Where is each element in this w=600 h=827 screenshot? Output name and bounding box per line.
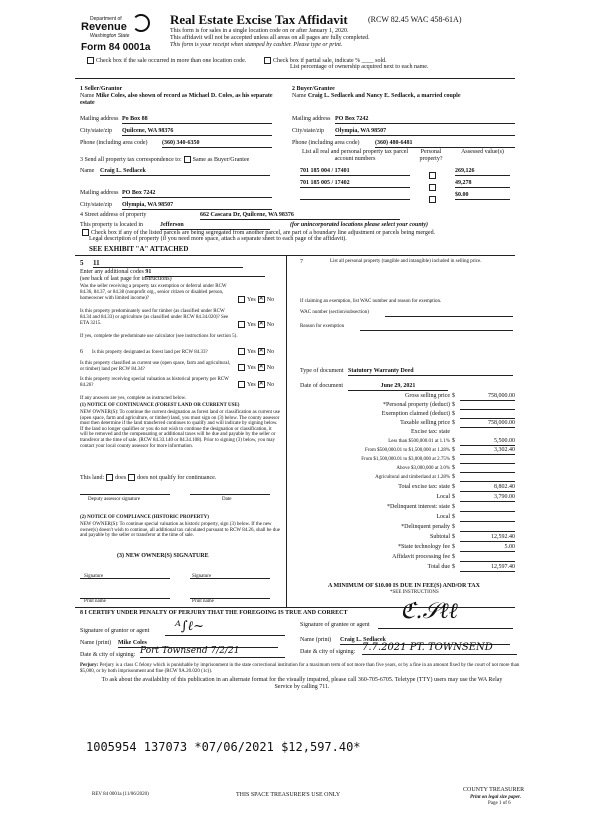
grantee-date-label: Date & city of signing: (300, 649, 356, 655)
new-owner-signature-2: Signature (192, 574, 212, 579)
see-instructions-note: *SEE INSTRUCTIONS (390, 590, 439, 595)
buyer-phone: (360) 480-6481 (375, 140, 515, 148)
revenue-logo-icon (132, 14, 150, 32)
assessed-value: $0.00 (455, 192, 510, 200)
tax-row-value (460, 554, 515, 562)
perjury-statement: Perjury: Perjury is a class C felony which is punishable by imprisonment in the state correctional institution for a maximum term of not more than five years, or by a fine in an amount fixed by the court of not more than $5,000, or by both imprisonment and fine (RCW 9A.20.020 (1c)). (80, 663, 520, 674)
tax-row-value: 758,000.00 (460, 420, 515, 428)
calculator-note: If yes, complete the predominate use calculator (see instructions for section 5). (80, 334, 238, 339)
dept-name: Revenue (81, 21, 127, 33)
historic-question: Is this property receiving special valuation as historical property per RCW 84.26? (80, 377, 229, 388)
wac-label: WAC number (section/subsection) (300, 310, 369, 315)
form-number: Form 84 0001a (81, 42, 151, 53)
tax-row-label: Less than $500,000.01 at 1.1% (388, 439, 450, 444)
parcel-number: 701 185 004 / 17401 (300, 168, 410, 176)
grantee-name: Craig L. Sedlacek (340, 637, 510, 645)
new-owner-signature-title: (3) NEW OWNER(S) SIGNATURE (117, 553, 209, 559)
tax-row-value (460, 504, 515, 512)
assessed-value-header: Assessed value(s) (461, 149, 504, 155)
seller-phone-label: Phone (including area code) (80, 140, 148, 146)
grantee-signature-label: Signature of grantee or agent (300, 622, 370, 628)
doc-date: June 29, 2021 (348, 383, 448, 391)
county-treasurer-label: COUNTY TREASURER (463, 787, 525, 793)
certify-statement: 8 I CERTIFY UNDER PENALTY OF PERJURY THAT THE FOREGOING IS TRUE AND CORRECT (80, 610, 348, 616)
see-back-note: (see back of last page for instructions) (80, 276, 172, 282)
tax-row-label: *Delinquent interest: state (387, 504, 450, 510)
legal-size-note: Print on legal size paper. (470, 795, 521, 800)
timber-answer[interactable]: Yes✕ No (236, 321, 274, 329)
tax-row-label: *Delinquent penalty (401, 524, 450, 530)
parcel-number (300, 192, 410, 200)
correspondence-name-label: Name (80, 168, 95, 174)
tax-row-value: 3,790.00 (460, 494, 515, 502)
street-address: 662 Cascara Dr, Quilcene, WA 98376 (200, 212, 400, 220)
form-title: Real Estate Excise Tax Affidavit (170, 12, 348, 27)
buyer-phone-label: Phone (including area code) (292, 140, 360, 146)
personal-property-text: List all personal property (tangible and intangible) included in selling price. (330, 259, 482, 264)
multi-location-check[interactable]: Check box if the sale occurred in more than one location code. (85, 57, 246, 65)
exemption-answer[interactable]: Yes✕ No (236, 296, 274, 304)
new-owner-print-1: Print name (84, 599, 106, 604)
assessed-value: 49,278 (455, 180, 510, 188)
grantee-date-city: 7.7.2021 PT. TOWNSEND (362, 642, 517, 655)
section5-number: 5 (80, 259, 84, 267)
multi-location-checkbox[interactable] (87, 57, 94, 64)
correspondence-city: Olympia, WA 98507 (122, 202, 272, 210)
page-number: Page 1 of 6 (488, 801, 511, 806)
seller-city: Quilcene, WA 98376 (122, 128, 272, 136)
grantor-signature-label: Signature of grantor or agent (80, 628, 150, 634)
county-select[interactable]: Jefferson (160, 222, 270, 230)
correspondence-heading: 3 Send all property tax correspondence to: Same as Buyer/Grantee (80, 156, 250, 163)
buyer-name: Name Craig L. Sedlacek and Nancy E. Sedlacek, a married couple (292, 93, 461, 99)
current-use-question: Is this property classified as current use (open space, farm and agricultural, or timber) land per RCW 84.34? (80, 361, 231, 372)
tax-row-value (460, 465, 515, 473)
historic-answer[interactable]: Yes✕ No (236, 381, 274, 389)
tax-row-label: Subtotal (429, 534, 450, 540)
header-note-3: This form is your receipt when stamped by cashier. Please type or print. (170, 42, 343, 48)
deputy-signature-label: Deputy assessor signature (88, 497, 140, 502)
partial-note: List percentage of ownership acquired next to each name. (290, 64, 429, 70)
dept-of: Department of (90, 16, 122, 22)
additional-codes: Enter any additional codes 91 (80, 269, 265, 277)
grantor-name: Mike Coles (118, 640, 278, 648)
tax-row-label: Taxable selling price (400, 420, 450, 426)
doc-type-label: Type of document (300, 368, 344, 374)
tax-row-value: 3,302.40 (460, 447, 515, 455)
forest-land-question: Is this property designated as forest land per RCW 84.33? (92, 350, 208, 355)
tax-row-label: Agricultural and timberland at 1.28% (375, 475, 450, 480)
tax-row-value: 12,592.40 (460, 534, 515, 542)
grantee-signature[interactable]: ℭ.𝒮ℓℓ (400, 599, 458, 624)
partial-sale-check[interactable]: Check box if partial sale, indicate % ____ sold. (262, 57, 387, 65)
unincorporated-note: (for unincorporated locations please select your county) (290, 222, 428, 228)
personal-property-checkbox[interactable] (427, 190, 438, 208)
buyer-city-label: City/state/zip (292, 128, 324, 134)
assessed-value: 269,126 (455, 168, 510, 176)
any-yes-note: If any answers are yes, complete as instructed below. (80, 396, 187, 401)
header-note-2: This affidavit will not be accepted unless all areas on all pages are fully completed. (170, 35, 370, 41)
tax-row-value: 12,597.40 (460, 564, 515, 572)
treasurer-use-note: THIS SPACE TREASURER'S USE ONLY (236, 792, 341, 798)
notice-compliance-body: NEW OWNER(S): To continue special valuation as historic property, sign (3) below. If the new owner(s) doesn't wish to continue, all additional tax calculated pursuant to RCW 84.26, shall be due and payable by the seller or transferor at the time of sale. (80, 522, 280, 539)
parcels-col-header: List all real and personal property tax parcel account numbers (301, 149, 409, 162)
tax-row-value (460, 524, 515, 532)
form-revision: REV 84 0001a (11/06/2020) (92, 792, 149, 797)
tax-row-label: Above $3,000,000 at 3.0% (396, 466, 450, 471)
tax-row-value (460, 456, 515, 464)
deputy-date-label: Date (222, 497, 232, 502)
partial-sale-checkbox[interactable] (264, 57, 271, 64)
segregated-check[interactable]: Check box if any of the listed parcels are being segregated from another parcel, are part of a boundary line adjustment or parcels being merged. (80, 229, 435, 237)
correspondence-mailing: PO Box 7242 (122, 190, 272, 198)
land-use-code: 11 (93, 259, 243, 268)
tax-row-label: Gross selling price (405, 393, 450, 399)
doc-date-label: Date of document (300, 383, 343, 389)
new-owner-signature-1: Signature (84, 574, 104, 579)
tax-row-value: 5,500.00 (460, 438, 515, 446)
seller-city-label: City/state/zip (80, 128, 112, 134)
treasurer-stamp: 1005954 137073 *07/06/2021 $12,597.40* (86, 740, 361, 754)
dept-state: Washington State (90, 33, 130, 39)
section6-number: 6 (80, 349, 83, 355)
buyer-city: Olympia, WA 98507 (335, 128, 515, 136)
located-label: This property is located in (80, 222, 143, 228)
personal-property-header: Personal property? (419, 149, 443, 162)
tax-row-label: Total excise tax: state (398, 484, 450, 490)
forest-land-answer[interactable]: Yes✕ No (236, 348, 274, 356)
doc-type: Statutory Warranty Deed (348, 368, 513, 376)
same-as-buyer-checkbox[interactable] (184, 156, 191, 163)
notice-compliance-title: (2) NOTICE OF COMPLIANCE (HISTORIC PROPERTY) (80, 515, 209, 520)
exemption-reason-label: Reason for exemption (300, 324, 345, 329)
seller-mailing: Po Box 88 (122, 116, 272, 124)
grantor-date-city: Port Townsend 7/2/21 (140, 646, 285, 658)
correspondence-name: Craig L. Sedlacek (100, 168, 270, 176)
minimum-fee-note: A MINIMUM OF $10.00 IS DUE IN FEE(S) AND/OR TAX (328, 583, 480, 589)
buyer-mailing: PO Box 7242 (335, 116, 515, 124)
tax-row-label: Total due (427, 564, 450, 570)
seller-name: Name Mike Coles, also shown of record as Michael D. Coles, as his separate estate (80, 93, 273, 106)
tax-row-label: *Personal property (deduct) (383, 402, 450, 408)
tax-row-label: *State technology fee (398, 544, 450, 550)
street-label: 4 Street address of property (80, 212, 147, 218)
current-use-answer[interactable]: Yes✕ No (236, 364, 274, 372)
grantor-date-label: Date & city of signing: (80, 652, 136, 658)
tax-row-value (460, 402, 515, 410)
seller-heading: 1 Seller/Grantor (80, 86, 123, 92)
section7-number: 7 (300, 259, 303, 265)
tax-row-label: Affidavit processing fee (392, 554, 450, 560)
tax-row-label: Excise tax: state (411, 429, 450, 435)
buyer-mailing-label: Mailing address (292, 116, 331, 122)
notice-continuance-body: NEW OWNER(S): To continue the current designation as forest land or classification as current use (open space, farm and agriculture, or timber) land, you must sign on (3) below. The county assessor must then determine if the land transferred continues to qualify and will indicate by signing below. If the land no longer qualifies or you do not wish to continue the designation or classification, it will be removed and the compensating or additional taxes will be due and payable by the seller or transferor at the time of sale. (RCW 84.33.140 or 84.34.108). Prior to signing (3) below, you may contact your local county assessor for more information. (80, 410, 280, 449)
land-qualify[interactable]: This land: does does not qualify for continuance. (80, 474, 217, 481)
timber-question: Is this property predominately used for timber (as classified under RCW 84.34 and 84.33) or agriculture (as classified under RCW 84.34.020)? See ETA 3215. (80, 309, 229, 326)
tax-row-value (460, 514, 515, 522)
buyer-heading: 2 Buyer/Grantee (292, 86, 335, 92)
legal-description-note: Legal description of property (if you need more space, attach a separate sheet to each page of the affidavit). (89, 236, 347, 242)
seller-phone: (360) 340-6350 (162, 140, 272, 148)
correspondence-city-label: City/state/zip (80, 202, 112, 208)
tax-row-value: 5.00 (460, 544, 515, 552)
seller-mailing-label: Mailing address (80, 116, 119, 122)
grantee-name-label: Name (print) (300, 637, 332, 643)
tax-row-value (460, 474, 515, 482)
tax-row-label: From $500,000.01 to $1,500,000 at 1.28% (365, 448, 450, 453)
notice-continuance-title: (1) NOTICE OF CONTINUANCE (FOREST LAND OR CURRENT USE) (80, 403, 240, 408)
tax-row-label: Local (436, 514, 450, 520)
alternate-format-note: To ask about the availability of this publication in an alternate format for the visually impaired, please call 360-705-6705. Teletype (TTY) users may use the WA Relay Service by calling 711. (101, 677, 503, 690)
exemption-instruction: If claiming an exemption, list WAC number and reason for exemption. (300, 299, 442, 304)
exemption-question: Was the seller receiving a property tax exemption or deferral under RCW 84.36, 84.37, or 84.38 (nonprofit org., senior citizen or disabled person, homeowner with limited income)? (80, 284, 227, 301)
correspondence-mailing-label: Mailing address (80, 190, 119, 196)
tax-row-value (460, 411, 515, 419)
header-note-1: This form is for sales in a single location code on or after January 1, 2020. (170, 28, 349, 34)
exhibit-reference: SEE EXHIBIT "A" ATTACHED (89, 245, 189, 253)
grantor-name-label: Name (print) (80, 640, 112, 646)
form-title-ref: (RCW 82.45 WAC 458-61A) (368, 15, 462, 24)
tax-row-label: From $1,500,000.01 to $3,000,000 at 2.75% (361, 457, 450, 462)
grantor-signature[interactable]: ᴬ∫ℓ~ (175, 619, 204, 634)
tax-row-label: Local (436, 494, 450, 500)
segregated-checkbox[interactable] (82, 229, 89, 236)
tax-row-value: 8,802.40 (460, 484, 515, 492)
tax-row-label: Exemption claimed (deduct) (381, 411, 450, 417)
parcel-number: 701 185 005 / 17402 (300, 180, 410, 188)
tax-row-value: 758,000.00 (460, 393, 515, 401)
new-owner-print-2: Print name (192, 599, 214, 604)
